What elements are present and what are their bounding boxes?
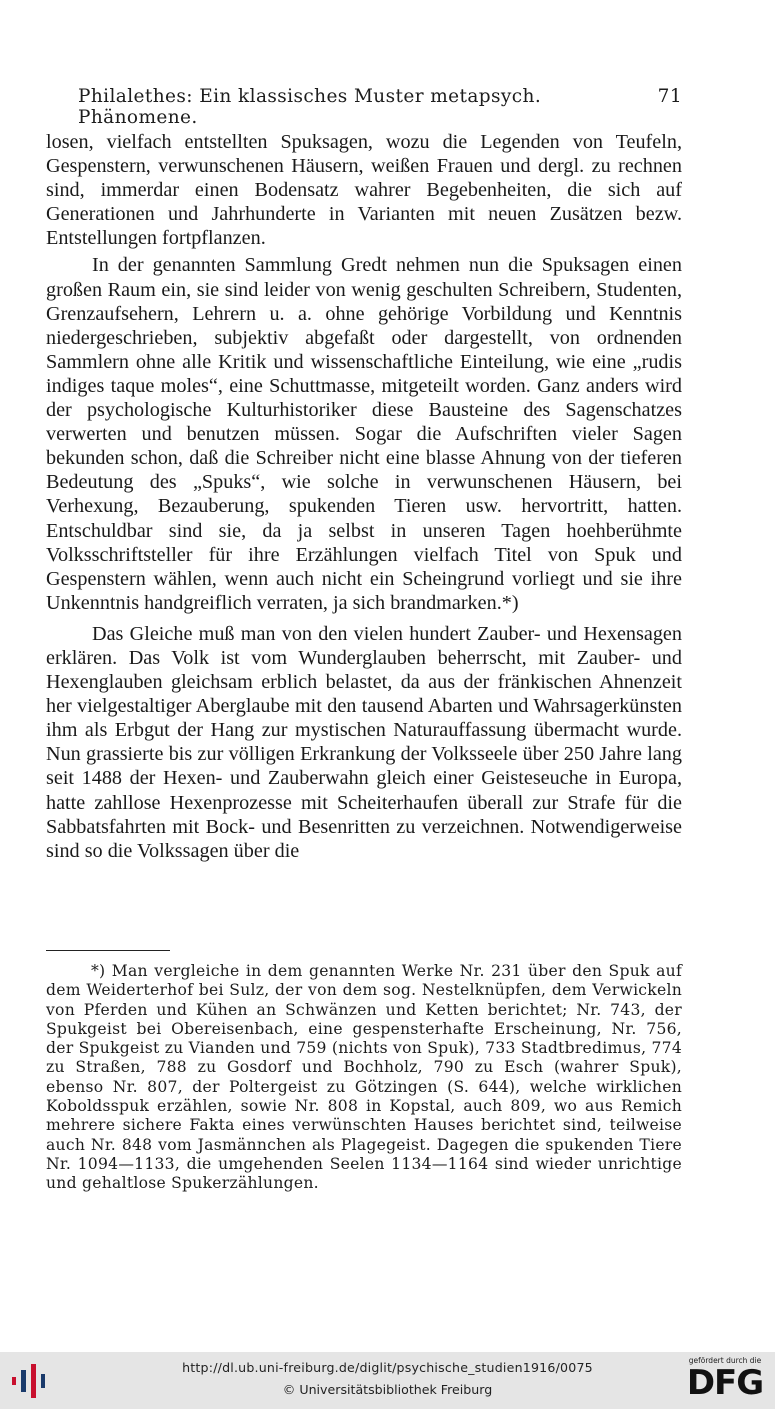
dfg-logo[interactable]	[683, 1356, 767, 1404]
footnote-rule	[46, 950, 170, 951]
dfg-logo-text: DFG	[686, 1363, 764, 1403]
paragraph-continuation: losen, vielfach entstellten Spuksagen, wozu die Legenden von Teufeln, Gespenstern, verwunschenen Häusern, weißen Frauen und dergl. zu rechnen sind, immerdar einen Bodensatz wahrer Begebenheiten, die sich auf Generationen und Jahrhunderte in Varianten mit neuen Zusätzen bezw. Entstellungen fortpflanzen.	[46, 131, 682, 250]
running-title: Philalethes: Ein klassisches Muster metapsych. Phänomene.	[78, 86, 542, 128]
main-text	[46, 130, 682, 863]
footnote-text: *) Man vergleiche in dem genannten Werke Nr. 231 über den Spuk auf dem Weiderterhof bei Sulz, der von dem sog. Nestelknüpfen, dem Verwickeln von Pferden und Kühen an Schwänzen und Ketten berichtet; Nr. 743, der Spukgeist bei Obereisenbach, eine gespensterhafte Erscheinung, Nr. 756, der Spukgeist zu Vianden und 759 (nichts von Spuk), 733 Stadtbredimus, 774 zu Straßen, 788 zu Gosdorf und Bochholz, 790 zu Esch (wahrer Spuk), ebenso Nr. 807, der Poltergeist zu Götzingen (S. 644), welche wirklichen Koboldsspuk erzählen, sowie Nr. 808 in Kopstal, auch 809, wo aus Remich mehrere sichere Fakta eines verwünschten Hauses berichtet sind, teilweise auch Nr. 848 vom Jasmännchen als Plagegeist. Dagegen die spukenden Tiere Nr. 1094—1133, die umgehenden Seelen 1134—1164 sind wieder unrichtige und gehaltlose Spukerzählungen.	[46, 962, 683, 1193]
permalink-url[interactable]: http://dl.ub.uni-freiburg.de/diglit/psychische_studien1916/0075	[182, 1360, 593, 1375]
viewer-footer	[0, 1352, 775, 1409]
paragraph: In der genannten Sammlung Gredt nehmen nun die Spuksagen einen großen Raum ein, sie sind leider von wenig geschulten Schreibern, Studenten, Grenzaufsehern, Lehrern u. a. ohne gehörige Vorbildung und Kenntnis niedergeschrieben, subjektiv abgefaßt oder dargestellt, von ordnenden Sammlern ohne alle Kritik und wissenschaftliche Einteilung, wie eine „rudis indiges taque moles“, eine Schuttmasse, mitgeteilt worden. Ganz anders wird der psychologische Kulturhistoriker diese Bausteine des Sagenschatzes verwerten und benutzen müssen. Sogar die Aufschriften vieler Sagen bekunden schon, daß die Schreiber nicht eine blasse Ahnung von der tieferen Bedeutung des „Spuks“, wie solche in verwunschenen Häusern, bei Verhexung, Bezauberung, spukenden Tieren usw. hervortritt, hatten. Entschuldbar sind sie, da ja selbst in unseren Tagen hoehberühmte Volksschriftsteller für ihre Erzählungen vielfach Titel von Spuk und Gespenstern wählen, wenn auch nicht ein Scheingrund vorliegt und sie ihre Unkenntnis handgreiflich verraten, ja sich brandmarken.*)	[46, 254, 682, 614]
paragraph: Das Gleiche muß man von den vielen hundert Zauber- und Hexensagen erklären. Das Volk ist vom Wunderglauben beherrscht, mit Zauber- und Hexenglauben gleichsam erblich belastet, da aus der fränkischen Ahnenzeit her vielgestaltiger Aberglaube mit den tausend Abarten und Wahrsagerkünsten ihm als Erbgut der Hang zur mystischen Naturauffassung übermacht wurde. Nun grassierte bis zur völligen Erkrankung der Volksseele über 250 Jahre lang seit 1488 der Hexen- und Zauberwahn gleich einer Geisteseuche in Europa, hatte zahllose Hexenprozesse mit Scheiterhaufen überall zur Strafe für die Sabbatsfahrten mit Bock- und Besenritten zu verzeichnen. Notwendigerweise sind so die Volkssagen über die	[46, 622, 682, 862]
page-number: 71	[657, 86, 682, 107]
footnote	[46, 962, 682, 1194]
funding-note: gefördert durch die	[688, 1356, 762, 1365]
copyright-notice: © Universitätsbibliothek Freiburg	[282, 1382, 493, 1397]
running-header	[78, 86, 682, 128]
